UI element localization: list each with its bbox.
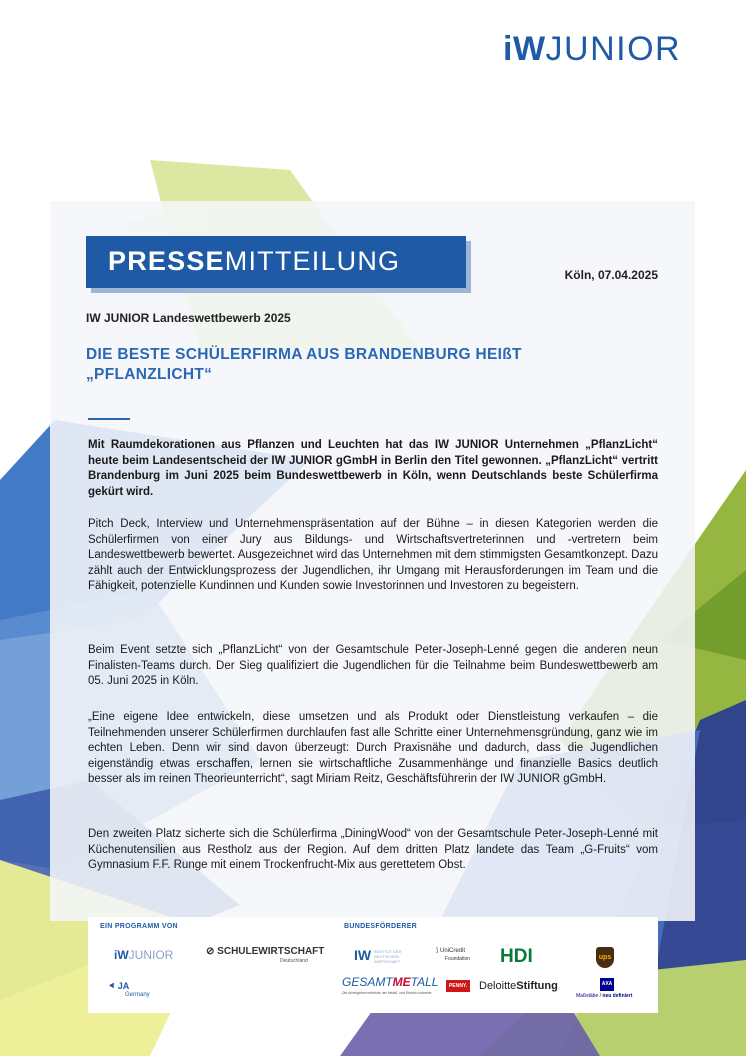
unicredit-text: UniCredit <box>440 948 466 954</box>
gesamt-a: GESAMT <box>342 975 393 989</box>
logo-ja-germany: ⯇ JA <box>108 981 130 991</box>
logo-penny: PENNY. <box>446 980 470 992</box>
axa-a: Maßstäbe <box>576 993 599 999</box>
logo-schulewirtschaft: ⊘ SCHULEWIRTSCHAFT <box>206 946 325 957</box>
iw-junior-logo <box>503 30 681 69</box>
banner-light: MITTEILUNG <box>224 246 401 276</box>
logo-iw-junior-small <box>114 948 173 962</box>
sponsor-strip <box>88 917 658 1013</box>
logo-iw-small: iW <box>114 948 129 962</box>
ja-text: JA <box>117 981 130 991</box>
logo-junior: JUNIOR <box>545 30 682 68</box>
schulewirtschaft-sub: Deutschland <box>280 958 308 964</box>
deloitte-b: Stiftung <box>516 980 558 992</box>
logo-hdi: HDI <box>500 946 533 967</box>
logo-gesamtmetall <box>342 975 438 989</box>
schulewirtschaft-text: SCHULEWIRTSCHAFT <box>217 946 325 957</box>
gesamt-b: ME <box>392 975 411 989</box>
logo-ups: ups <box>596 947 614 968</box>
body-paragraph-1: Pitch Deck, Interview und Unternehmenspräsentation auf der Bühne – in diesen Kategorien werden die Schülerfirmen von einer Jury aus Bildungs- und Wirtschaftsvertreterinnen und -vertretern beim Landeswettbewerb bewertet. Ausgezeichnet wird das Unternehmen mit dem stimmigsten Gesamtkonzept. Dazu zählt auch der Entwicklungsprozess der Jugendlichen, ihr Umgang mit Herausforderungen im Team und die Fähigkeit, potenzielle Kundinnen und Kunden sowie Investorinnen und Investoren zu begeistern. <box>88 518 658 593</box>
press-date: Köln, 07.04.2025 <box>564 268 658 282</box>
headline-line-2: „PFLANZLICHT“ <box>86 366 213 383</box>
body-paragraph-4: Den zweiten Platz sicherte sich die Schülerfirma „DiningWood“ von der Gesamtschule Peter-Joseph-Lenné mit Küchenutensilien aus Restholz aus der Region. Auf dem dritten Platz landete das Team „G-Fruits“ vom Gymnasium F.F. Runge mit einem Trockenfrucht-Mix aus gerettetem Obst. <box>88 828 658 872</box>
federal-label: BUNDESFÖRDERER <box>344 923 418 930</box>
gesamtmetall-sub: Die Arbeitgeberverbände der Metall- und Elektro-Industrie <box>342 991 432 995</box>
axa-b: neu definiert <box>602 993 633 999</box>
banner-bold: PRESSE <box>108 246 225 276</box>
logo-iw-institut: IW <box>354 947 372 963</box>
iw-institut-sub: INSTITUT DER DEUTSCHEN WIRTSCHAFT <box>374 949 402 964</box>
axa-slogan: Maßstäbe / neu definiert <box>576 993 633 999</box>
ja-sub: Germany <box>125 992 150 998</box>
unicredit-sub: Foundation <box>445 956 471 962</box>
headline <box>86 345 606 385</box>
headline-divider <box>88 418 130 420</box>
logo-deloitte-stiftung <box>479 980 558 992</box>
gesamt-c: TALL <box>410 975 439 989</box>
logo-axa: AXA <box>600 978 614 991</box>
headline-line-1: DIE BESTE SCHÜLERFIRMA AUS BRANDENBURG HEIßT <box>86 346 522 363</box>
body-paragraph-2: Beim Event setzte sich „PflanzLicht“ von der Gesamtschule Peter-Joseph-Lenné gegen die anderen neun Finalisten-Teams durch. Der Sieg qualifiziert die Jugendlichen für die Teilnahme beim Bundeswettbewerb am 05. Juni 2025 in Köln. <box>88 644 658 688</box>
body-paragraph-3: „Eine eigene Idee entwickeln, diese umsetzen und als Produkt oder Dienstleistung verkaufen – die Teilnehmenden unserer Schülerfirmen durchlaufen fast alle Schritte einer Unternehmensgründung, ganz wie im echten Leben. Denn wir sind davon überzeugt: Durch Praxisnähe und dadurch, dass die Jugendlichen eigenständig etwas erschaffen, lernen sie wirtschaftliche Zusammenhänge und finanzielle Basics deutlich besser als im reinen Theorieunterricht“, sagt Miriam Reitz, Geschäftsführerin der IW JUNIOR gGmbH. <box>88 711 658 786</box>
logo-iw: iW <box>503 30 546 68</box>
lead-paragraph: Mit Raumdekorationen aus Pflanzen und Leuchten hat das IW JUNIOR Unternehmen „PflanzLicht“ heute beim Landesentscheid der IW JUNIOR gGmbH in Berlin den Titel gewonnen. „PflanzLicht“ vertritt Brandenburg im Juni 2025 beim Bundeswettbewerb in Köln, wenn Deutschlands beste Schülerfirma gekürt wird. <box>88 439 658 498</box>
logo-unicredit: ⟆ UniCredit <box>436 948 466 954</box>
pressemitteilung-banner <box>86 236 466 288</box>
deloitte-a: Deloitte <box>479 980 517 992</box>
subhead: IW JUNIOR Landeswettbewerb 2025 <box>86 311 291 325</box>
program-label: EIN PROGRAMM VON <box>100 923 178 930</box>
logo-junior-small: JUNIOR <box>128 948 174 962</box>
